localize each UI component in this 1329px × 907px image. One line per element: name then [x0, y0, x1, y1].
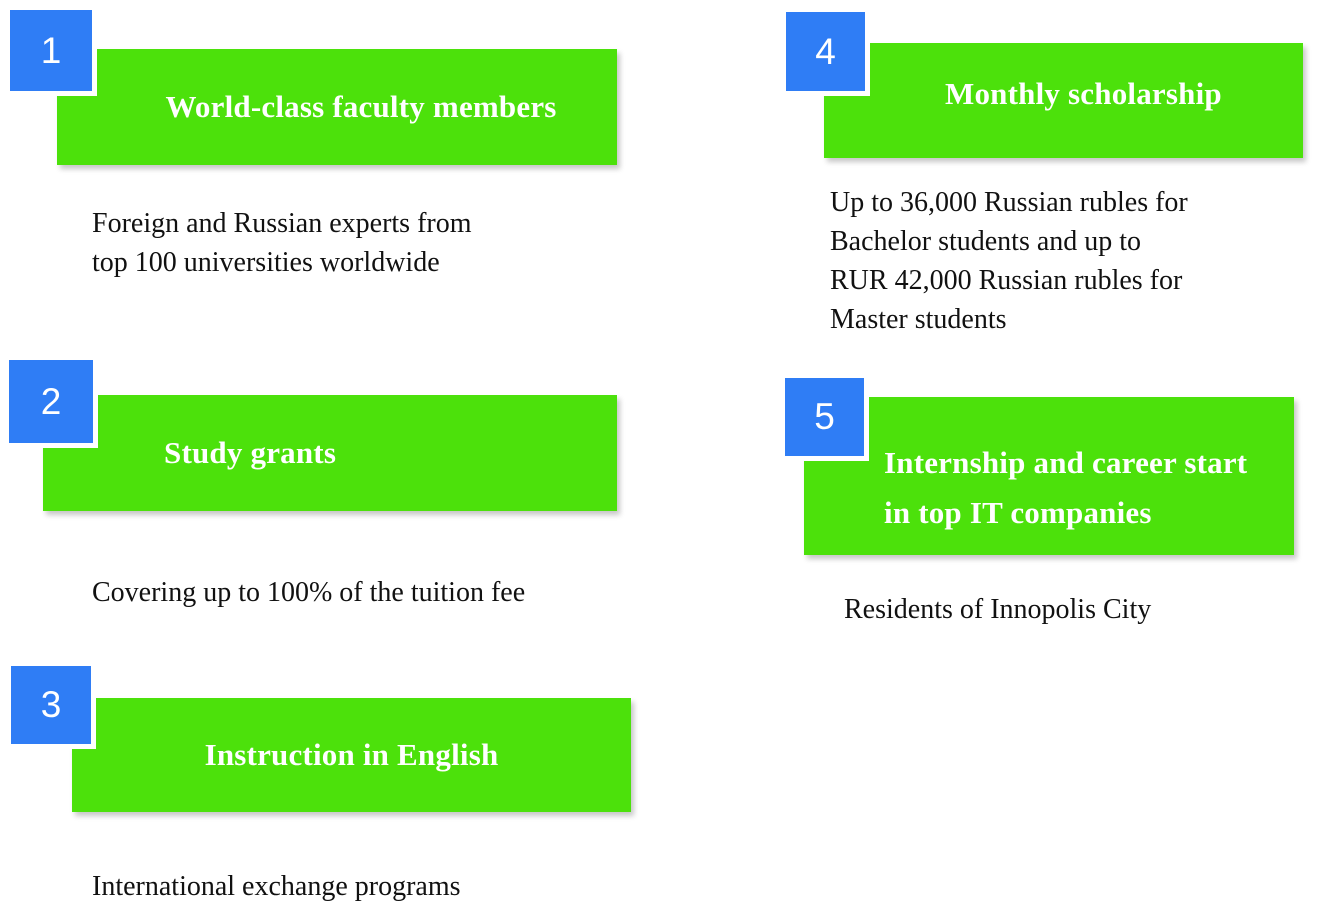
benefit-title: World-class faculty members — [165, 89, 557, 124]
number-badge: 2 — [9, 360, 93, 443]
benefit-title-box — [43, 395, 617, 511]
benefit-description: Residents of Innopolis City — [844, 594, 1152, 625]
number-badge: 4 — [786, 12, 865, 91]
benefit-title: in top IT companies — [884, 495, 1152, 530]
benefit-title: Internship and career start — [884, 445, 1248, 480]
benefit-title-box — [57, 49, 617, 165]
benefit-title-box — [804, 397, 1294, 555]
number-badge: 3 — [11, 666, 91, 744]
benefit-title: Study grants — [164, 435, 337, 470]
number-badge: 1 — [10, 10, 92, 91]
benefit-title-box — [824, 43, 1303, 158]
benefit-title: Monthly scholarship — [945, 76, 1222, 111]
benefit-description: International exchange programs — [92, 871, 461, 902]
number-badge: 5 — [785, 378, 864, 456]
benefit-description: Covering up to 100% of the tuition fee — [92, 577, 526, 608]
benefit-description: Up to 36,000 Russian rubles for Bachelor students and up to RUR 42,000 Russian rubles for Master students — [830, 187, 1188, 335]
benefit-title-box — [72, 698, 631, 812]
benefit-description: Foreign and Russian experts from top 100 universities worldwide — [92, 208, 472, 278]
benefit-title: Instruction in English — [204, 737, 499, 772]
